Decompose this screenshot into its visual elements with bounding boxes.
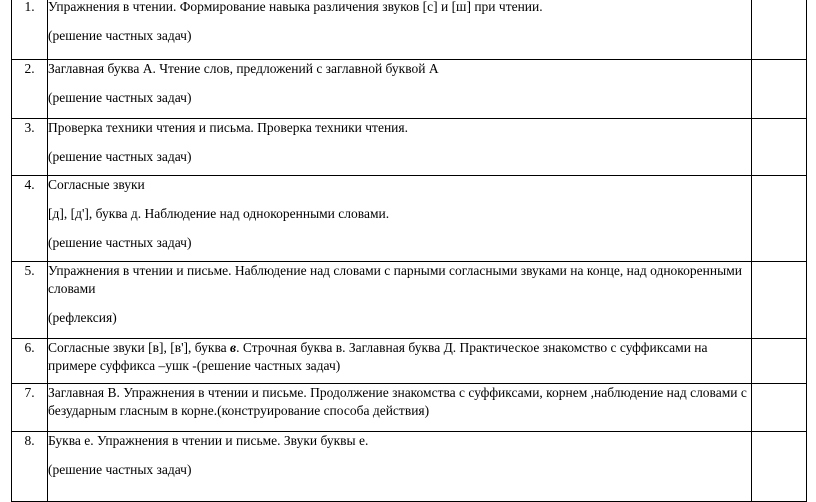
row-number: 5. [12, 262, 48, 339]
topic-line: Заглавная буква А. Чтение слов, предложений с заглавной буквой А [48, 61, 439, 76]
table-row [12, 0, 807, 60]
empty-cell [752, 262, 807, 339]
topic-note: (решение частных задач) [48, 462, 192, 477]
topic-line: Проверка техники чтения и письма. Проверка техники чтения. [48, 120, 408, 135]
table-row [12, 119, 807, 176]
row-number: 2. [12, 60, 48, 119]
empty-cell [752, 384, 807, 432]
empty-cell [752, 119, 807, 176]
row-topic [48, 339, 752, 384]
table-row [12, 339, 807, 384]
topic-letter: в [230, 340, 237, 355]
topic-text: Согласные звуки [в], [в'], буква [48, 340, 231, 355]
row-number: 3. [12, 119, 48, 176]
empty-cell [752, 176, 807, 262]
topic-note: (решение частных задач) [48, 90, 192, 105]
empty-cell [752, 0, 807, 60]
topic-text: . Строчная буква в. Заглавная буква Д. Практическое знакомство с суффиксами на примере суффикса –ушк -(решение частных задач) [48, 340, 708, 373]
topic-line: Упражнения в чтении и письме. Наблюдение над словами с парными согласными звуками на конце, над однокоренными словами [48, 263, 742, 296]
row-topic [48, 262, 752, 339]
row-topic [48, 384, 752, 432]
topic-note: (решение частных задач) [48, 235, 192, 250]
row-topic [48, 60, 752, 119]
row-number: 7. [12, 384, 48, 432]
table-row [12, 262, 807, 339]
row-topic [48, 0, 752, 60]
row-number: 4. [12, 176, 48, 262]
topic-line: Буква е. Упражнения в чтении и письме. Звуки буквы е. [48, 433, 369, 448]
topic-note: (решение частных задач) [48, 149, 192, 164]
topic-line: [д], [д'], буква д. Наблюдение над однокоренными словами. [48, 206, 390, 221]
table-row [12, 384, 807, 432]
row-number: 6. [12, 339, 48, 384]
table-row [12, 432, 807, 502]
topic-line: Упражнения в чтении. Формирование навыка различения звуков [с] и [ш] при чтении. [48, 0, 543, 14]
table-row [12, 176, 807, 262]
row-topic [48, 432, 752, 502]
table-row [12, 60, 807, 119]
row-topic [48, 119, 752, 176]
topic-note: (рефлексия) [48, 310, 117, 325]
empty-cell [752, 432, 807, 502]
empty-cell [752, 339, 807, 384]
topic-line: Согласные звуки [48, 177, 145, 192]
lesson-plan-table [11, 0, 807, 502]
empty-cell [752, 60, 807, 119]
row-topic [48, 176, 752, 262]
row-number: 1. [12, 0, 48, 60]
topic-line: Заглавная В. Упражнения в чтении и письме. Продолжение знакомства с суффиксами, корнем ,наблюдение над словами с безударным гласным в корне.(конструирование способа действия) [48, 385, 747, 418]
row-number: 8. [12, 432, 48, 502]
topic-note: (решение частных задач) [48, 28, 192, 43]
